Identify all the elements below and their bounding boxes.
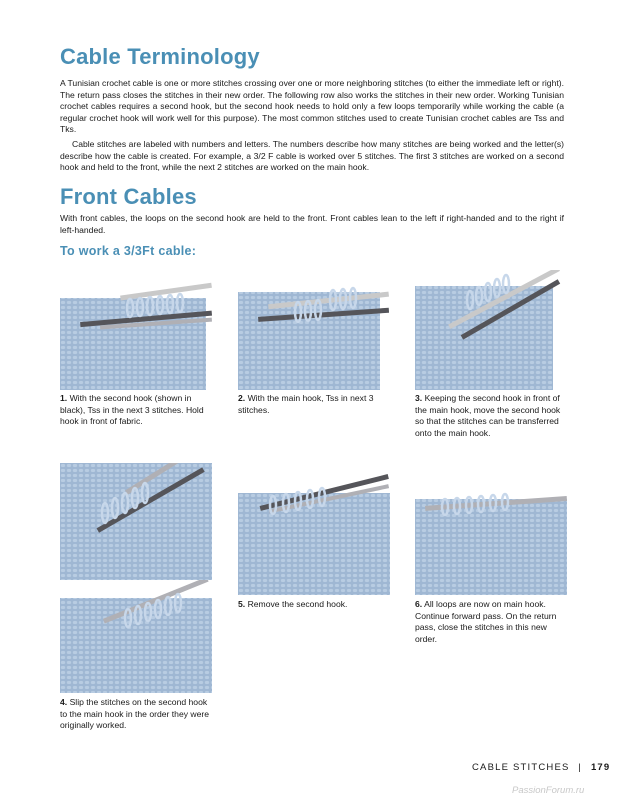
step-1-text: With the second hook (shown in black), Tss in the next 3 stitches. Hold hook in front of fabric. <box>60 393 204 427</box>
step-3-caption <box>415 393 567 439</box>
footer-section-name: CABLE STITCHES <box>472 762 570 773</box>
step-2-text: With the main hook, Tss in next 3 stitches. <box>238 393 374 415</box>
section-title-front-cables: Front Cables <box>60 184 197 209</box>
step-4-text: Slip the stitches on the second hook to the main hook in the order they were originally worked. <box>60 697 210 731</box>
step-6-caption <box>415 599 567 645</box>
step-1-caption <box>60 393 210 428</box>
step-3-text: Keeping the second hook in front of the main hook, move the second hook so that the stitches can be transferred onto the main hook. <box>415 393 561 438</box>
step-1-number: 1. <box>60 393 68 403</box>
step-2-caption <box>238 393 388 416</box>
watermark: PassionForum.ru <box>512 785 585 796</box>
intro-paragraph: A Tunisian crochet cable is one or more stitches crossing over one or more neighboring stitches (to either the immediate left or right). The return pass closes the stitches in their new order. The following row also works the stitches in their new order. Working Tunisian crochet cables requires a second hook, but the second hook needs to hold only a few loops temporarily while working the cable (a regular crochet hook will work well for this purpose). The most common stitches used to create Tunisian crochet cables are Tss and Tks. <box>60 78 564 135</box>
step-4-number: 4. <box>60 697 68 707</box>
subtitle-3-3ft-cable: To work a 3/3Ft cable: <box>60 244 197 258</box>
step-3-photo <box>415 270 567 390</box>
step-3-number: 3. <box>415 393 423 403</box>
step-4b-photo <box>60 580 212 693</box>
section-title-cable-terminology: Cable Terminology <box>60 44 260 69</box>
footer-separator: | <box>578 762 583 773</box>
step-2-number: 2. <box>238 393 246 403</box>
page-number: 179 <box>590 762 611 773</box>
step-5-caption <box>238 599 388 611</box>
step-6-number: 6. <box>415 599 423 609</box>
step-5-number: 5. <box>238 599 246 609</box>
step-6-text: All loops are now on main hook. Continue forward pass. On the return pass, close the stitches in this new order. <box>415 599 557 644</box>
step-1-photo <box>60 270 212 390</box>
step-4a-photo <box>60 463 212 580</box>
step-2-photo <box>238 270 389 390</box>
front-cables-paragraph: With front cables, the loops on the second hook are held to the front. Front cables lean to the left if right-handed and to the right if left-handed. <box>60 213 564 235</box>
step-5-text: Remove the second hook. <box>247 599 348 609</box>
step-6-photo <box>415 463 567 595</box>
labeling-paragraph: Cable stitches are labeled with numbers and letters. The numbers describe how many stitches are being worked and the letter(s) describe how the cable is created. For example, a 3/2 F cable is worked over 5 stitches. The first 3 stitches are worked on a second hook and held to the front, while the next 2 stitches are worked on the main hook. <box>60 139 564 173</box>
step-5-photo <box>238 463 390 595</box>
step-4-caption <box>60 697 210 732</box>
page-footer <box>472 762 610 773</box>
